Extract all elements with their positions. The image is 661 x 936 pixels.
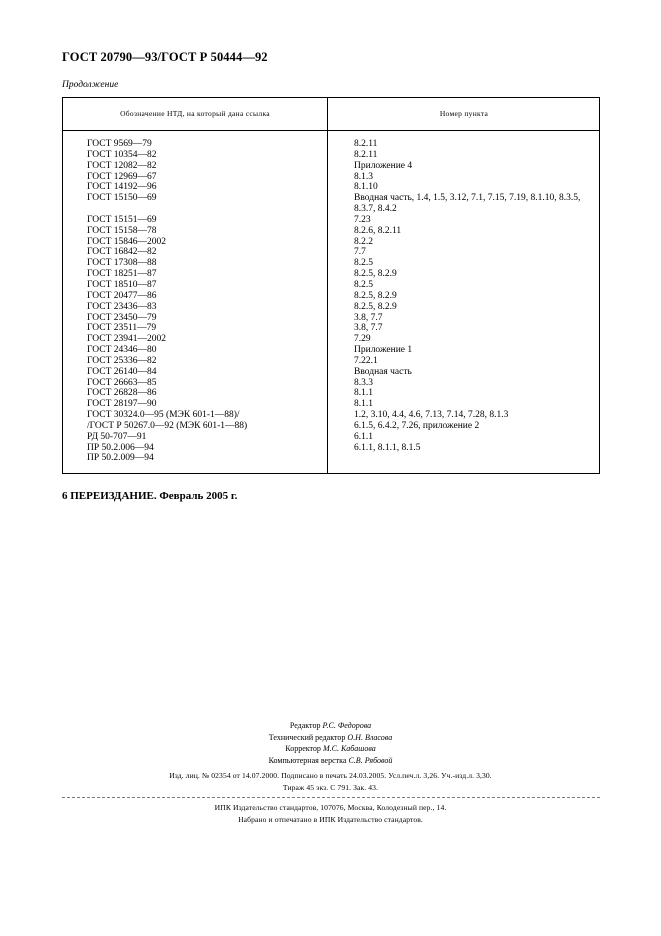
license-line: Изд. лиц. № 02354 от 14.07.2000. Подписано в печать 24.03.2005. Усл.печ.л. 3,26. Уч.-изд.л. 3,30.	[169, 771, 492, 780]
table-cell: 8.3.3	[354, 377, 373, 388]
license-block	[0, 770, 661, 793]
table-cell: ГОСТ 23511—79	[87, 323, 157, 334]
printing-note: Набрано и отпечатано в ИПК Издательство стандартов.	[238, 814, 423, 824]
column-divider	[327, 98, 328, 473]
credit-line	[0, 755, 661, 767]
table-cell: 3.8, 7.7	[354, 312, 383, 323]
table-cell: ГОСТ 18510—87	[87, 279, 157, 290]
credit-role: Редактор	[289, 721, 321, 730]
table-cell: ГОСТ 26663—85	[87, 377, 157, 388]
table-cell	[87, 204, 323, 215]
table-cell: РД 50-707—91	[87, 431, 147, 442]
reference-table	[62, 97, 600, 474]
table-cell: ПР 50.2.006—94	[87, 442, 154, 453]
publisher-block	[0, 802, 661, 825]
table-cell: 7.29	[354, 334, 371, 345]
table-cell: 8.2.5, 8.2.9	[354, 290, 397, 301]
table-cell: 8.1.1	[354, 399, 373, 410]
table-cell: 6.1.5, 6.4.2, 7.26, приложение 2	[354, 420, 480, 431]
table-cell: ГОСТ 17308—88	[87, 258, 157, 269]
credit-line	[0, 732, 661, 744]
table-cell: 8.1.10	[354, 182, 378, 193]
document-designation-column	[87, 139, 323, 464]
credit-role: Технический редактор	[268, 732, 346, 742]
table-cell: Вводная часть, 1.4, 1.5, 3.12, 7.1, 7.15, 7.19, 8.1.10, 8.3.5, 8.3.7, 8.4.2	[354, 193, 581, 215]
table-cell: ГОСТ 15151—69	[87, 214, 157, 225]
table-cell: ГОСТ 30324.0—95 (МЭК 601-1—88)/	[87, 410, 240, 421]
table-cell: 8.2.5, 8.2.9	[354, 301, 397, 312]
table-cell: ГОСТ 24346—80	[87, 345, 157, 356]
table-cell: Вводная часть	[354, 366, 412, 377]
table-cell: ГОСТ 15150—69	[87, 193, 157, 204]
table-cell: Приложение 1	[354, 345, 413, 356]
table-cell: 8.2.11	[354, 139, 378, 149]
table-cell: 8.2.5, 8.2.9	[354, 269, 397, 280]
credit-line	[0, 743, 661, 755]
table-cell: ГОСТ 23450—79	[87, 312, 157, 323]
credit-name: Р.С. Федорова	[322, 721, 372, 730]
table-cell: 3.8, 7.7	[354, 323, 383, 334]
table-cell: 8.2.6, 8.2.11	[354, 225, 402, 236]
table-cell: ГОСТ 10354—82	[87, 149, 157, 160]
credit-name: М.С. Кабашова	[322, 744, 376, 753]
table-cell: Приложение 4	[354, 160, 413, 171]
table-cell: ГОСТ 15846—2002	[87, 236, 166, 247]
table-cell: ГОСТ 14192—96	[87, 182, 157, 193]
table-cell: 7.22.1	[354, 355, 378, 366]
table-cell: ПР 50.2.009—94	[87, 453, 154, 464]
table-cell: 1.2, 3.10, 4.4, 4.6, 7.13, 7.14, 7.28, 8.1.3	[354, 410, 509, 421]
table-cell: /ГОСТ Р 50267.0—92 (МЭК 601-1—88)	[87, 420, 248, 431]
credit-role: Компьютерная верстка	[268, 755, 347, 765]
table-cell: 8.1.1	[354, 388, 373, 399]
circulation-line: Тираж 45 экз. С 791. Зак. 43.	[282, 782, 379, 792]
table-cell: 6.1.1, 8.1.1, 8.1.5	[354, 442, 421, 453]
table-cell: ГОСТ 20477—86	[87, 290, 157, 301]
table-cell: 7.23	[354, 214, 371, 225]
table-cell: ГОСТ 28197—90	[87, 399, 157, 410]
table-cell: ГОСТ 16842—82	[87, 247, 157, 258]
credits-block	[0, 720, 661, 766]
continuation-label: Продолжение	[62, 80, 119, 90]
divider-rule	[62, 797, 600, 798]
table-cell: 8.2.5	[354, 258, 373, 269]
table-cell: 8.2.2	[354, 236, 373, 247]
table-cell: ГОСТ 26140—84	[87, 366, 157, 377]
table-cell: ГОСТ 15158—78	[87, 225, 157, 236]
document-header: ГОСТ 20790—93/ГОСТ Р 50444—92	[62, 50, 268, 64]
publisher-address: ИПК Издательство стандартов, 107076, Москва, Колодезный пер., 14.	[214, 803, 447, 812]
col2-header: Номер пункта	[439, 109, 489, 118]
credit-name: С.В. Рябовой	[348, 755, 393, 765]
table-cell: ГОСТ 12969—67	[87, 171, 157, 182]
table-cell: ГОСТ 18251—87	[87, 269, 157, 280]
credit-role: Корректор	[285, 744, 321, 753]
clause-number-column	[354, 139, 598, 453]
table-cell: 8.2.11	[354, 149, 378, 160]
table-cell: ГОСТ 9569—79	[87, 139, 152, 149]
credit-name: О.Н. Власова	[347, 732, 393, 742]
credit-line	[0, 720, 661, 732]
table-cell: ГОСТ 12082—82	[87, 160, 157, 171]
table-cell: 6.1.1	[354, 431, 373, 442]
table-cell: 8.2.5	[354, 279, 373, 290]
table-cell: ГОСТ 25336—82	[87, 355, 157, 366]
table-cell: 7.7	[354, 247, 366, 258]
table-cell: ГОСТ 23436—83	[87, 301, 157, 312]
col1-header: Обозначение НТД, на который дана ссылка	[120, 109, 270, 118]
table-cell: ГОСТ 23941—2002	[87, 334, 166, 345]
table-header-row	[63, 98, 599, 131]
table-cell: ГОСТ 26828—86	[87, 388, 157, 399]
table-cell: 8.1.3	[354, 171, 373, 182]
reissue-note: 6 ПЕРЕИЗДАНИЕ. Февраль 2005 г.	[62, 490, 238, 502]
